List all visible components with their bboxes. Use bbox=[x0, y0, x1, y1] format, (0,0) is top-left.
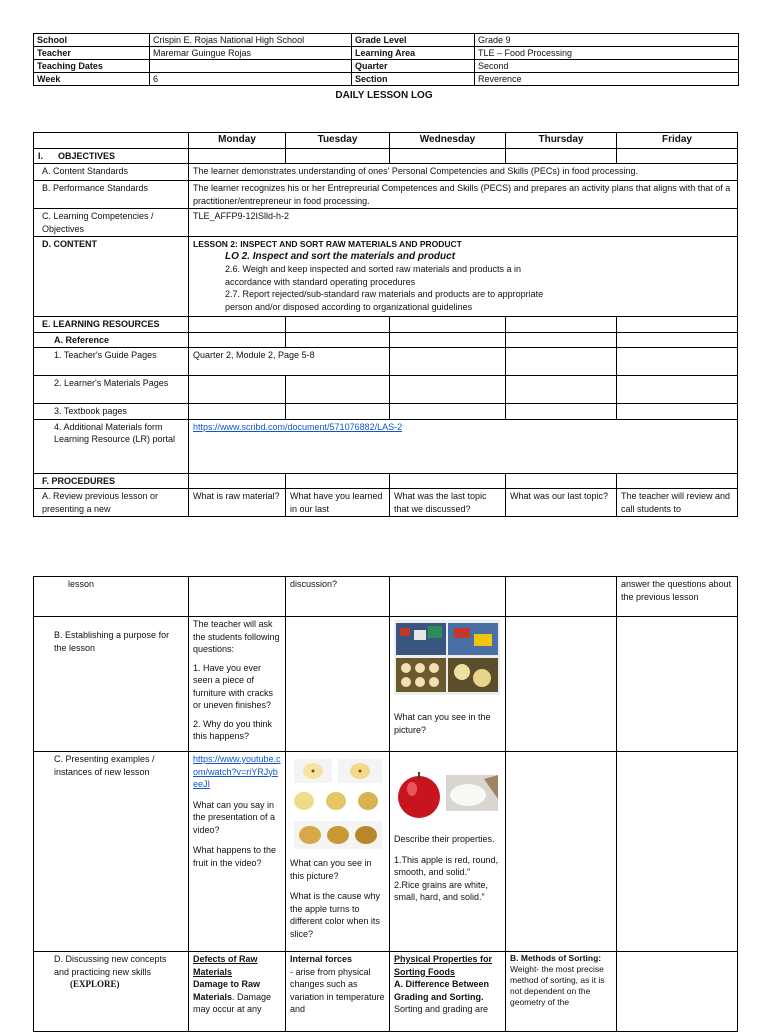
examples-mon-q1: What can you say in the presentation of a video? bbox=[193, 799, 276, 835]
quarter-value: Second bbox=[475, 60, 739, 73]
content-cell bbox=[189, 237, 738, 317]
internal-forces-title: Internal forces bbox=[290, 954, 353, 964]
procedures-label: F. PROCEDURES bbox=[34, 473, 189, 489]
grading-sorting-text: Sorting and grading are bbox=[394, 1004, 489, 1014]
tb-label: 3. Textbook pages bbox=[34, 404, 189, 420]
damage-text: . Damage may occur at any bbox=[193, 991, 272, 1014]
review-friday: The teacher will review and call students to bbox=[617, 489, 738, 517]
grade-label: Grade Level bbox=[352, 34, 475, 47]
lo-item-1: 2.6. Weigh and keep inspected and sorted raw materials and products a in accordance with standard operating procedures bbox=[225, 264, 522, 287]
quarter-label: Quarter bbox=[352, 60, 475, 73]
discuss-label: D. Discussing new concepts and practicing new skills bbox=[54, 954, 167, 977]
lm-label: 2. Learner's Materials Pages bbox=[34, 376, 189, 404]
area-value: TLE – Food Processing bbox=[475, 47, 739, 60]
day-wednesday: Wednesday bbox=[390, 133, 506, 149]
content-standards-text: The learner demonstrates understanding of ones' Personal Competencies and Skills (PECs) in food processing. bbox=[189, 164, 738, 181]
examples-wed-2: 2.Rice grains are white, small, hard, and solid." bbox=[394, 879, 489, 902]
competencies-label: C. Learning Competencies / Objectives bbox=[34, 209, 189, 237]
damage-subtitle: Damage to Raw Materials bbox=[193, 979, 261, 1002]
tg-value: Quarter 2, Module 2, Page 5-8 bbox=[189, 348, 390, 376]
apple-photo-icon bbox=[394, 769, 500, 821]
objectives-label: I. OBJECTIVES bbox=[34, 148, 189, 164]
header-table bbox=[33, 33, 739, 86]
examples-tue-q1: What can you see in this picture? bbox=[290, 858, 372, 881]
tuesday-continued: discussion? bbox=[286, 577, 390, 617]
lesson-continued: lesson bbox=[34, 577, 189, 617]
teacher-value: Maremar Guingue Rojas bbox=[150, 47, 352, 60]
physical-properties-title: Physical Properties for Sorting Foods bbox=[394, 954, 493, 977]
purpose-label: B. Establishing a purpose for the lesson bbox=[34, 617, 189, 752]
school-value: Crispin E. Rojas National High School bbox=[150, 34, 352, 47]
food-collage-photo-icon bbox=[394, 620, 500, 695]
lesson-table-page1 bbox=[33, 132, 738, 517]
dates-value bbox=[150, 60, 352, 73]
lo-item-2: 2.7. Report rejected/sub-standard raw materials and products are to appropriate person and/or disposed according to organizational guidelines bbox=[225, 289, 544, 312]
competencies-text: TLE_AFFP9-12ISlld-h-2 bbox=[189, 209, 738, 237]
purpose-q2: 2. Why do you think this happens? bbox=[193, 718, 273, 741]
day-thursday: Thursday bbox=[506, 133, 617, 149]
methods-sorting-title: B. Methods of Sorting: bbox=[510, 953, 602, 963]
review-tuesday: What have you learned in our last bbox=[286, 489, 390, 517]
lesson-title: LESSON 2: INSPECT AND SORT RAW MATERIALS AND PRODUCT bbox=[193, 239, 462, 249]
dates-label: Teaching Dates bbox=[34, 60, 150, 73]
examples-wed-1: 1.This apple is red, round, smooth, and solid." bbox=[394, 854, 499, 877]
school-label: School bbox=[34, 34, 150, 47]
review-monday: What is raw material? bbox=[189, 489, 286, 517]
youtube-link[interactable]: https://www.youtube.com/watch?v=riYRJybeeJI bbox=[193, 754, 281, 789]
examples-label: C. Presenting examples / instances of new lesson bbox=[34, 752, 189, 952]
examples-mon-q2: What happens to the fruit in the video? bbox=[193, 845, 277, 868]
section-value: Reverence bbox=[475, 73, 739, 86]
grade-value: Grade 9 bbox=[475, 34, 739, 47]
grading-sorting-subtitle: A. Difference Between Grading and Sorting. bbox=[394, 979, 490, 1002]
page-title: DAILY LESSON LOG bbox=[335, 90, 433, 101]
purpose-intro: The teacher will ask the students following questions: bbox=[193, 619, 280, 654]
performance-label: B. Performance Standards bbox=[34, 181, 189, 209]
examples-wed-describe: Describe their properties. bbox=[394, 834, 495, 844]
week-label: Week bbox=[34, 73, 150, 86]
friday-continued: answer the questions about the previous lesson bbox=[617, 577, 738, 617]
review-label: A. Review previous lesson or presenting a new bbox=[34, 489, 189, 517]
tg-label: 1. Teacher's Guide Pages bbox=[34, 348, 189, 376]
resources-label: E. LEARNING RESOURCES bbox=[34, 317, 189, 333]
reference-label: A. Reference bbox=[34, 332, 189, 348]
section-label: Section bbox=[352, 73, 475, 86]
am-label: 4. Additional Materials form Learning Resource (LR) portal bbox=[34, 419, 189, 473]
purpose-wednesday: What can you see in the picture? bbox=[394, 712, 491, 735]
content-label: D. CONTENT bbox=[34, 237, 189, 317]
scribd-link[interactable]: https://www.scribd.com/document/571076882/LAS-2 bbox=[193, 421, 403, 432]
purpose-q1: 1. Have you ever seen a piece of furniture with cracks or uneven finishes? bbox=[193, 662, 274, 710]
defects-title: Defects of Raw Materials bbox=[193, 954, 258, 977]
day-friday: Friday bbox=[617, 133, 738, 149]
learning-outcome: LO 2. Inspect and sort the materials and product bbox=[225, 250, 456, 262]
examples-tue-q2: What is the cause why the apple turns to different color when its slice? bbox=[290, 891, 381, 939]
day-tuesday: Tuesday bbox=[286, 133, 390, 149]
day-monday: Monday bbox=[189, 133, 286, 149]
explore-label: (EXPLORE) bbox=[70, 979, 120, 989]
review-thursday: What was our last topic? bbox=[506, 489, 617, 517]
teacher-label: Teacher bbox=[34, 47, 150, 60]
apple-slice-photo-icon bbox=[290, 755, 386, 855]
content-standards-label: A. Content Standards bbox=[34, 164, 189, 181]
lesson-table-page2 bbox=[33, 576, 738, 1032]
week-value: 6 bbox=[150, 73, 352, 86]
area-label: Learning Area bbox=[352, 47, 475, 60]
performance-text: The learner recognizes his or her Entrepreurial Competences and Skills (PECS) and prepares an activity plans that aligns with that of a practitioner/entrepreneur in food processing. bbox=[189, 181, 738, 209]
internal-forces-text: - arise from physical changes such as variation in temperature and bbox=[290, 966, 385, 1014]
review-wednesday: What was the last topic that we discussed? bbox=[390, 489, 506, 517]
methods-sorting-text: Weight- the most precise method of sorting, as it is not dependent on the geometry of the bbox=[510, 964, 605, 1007]
